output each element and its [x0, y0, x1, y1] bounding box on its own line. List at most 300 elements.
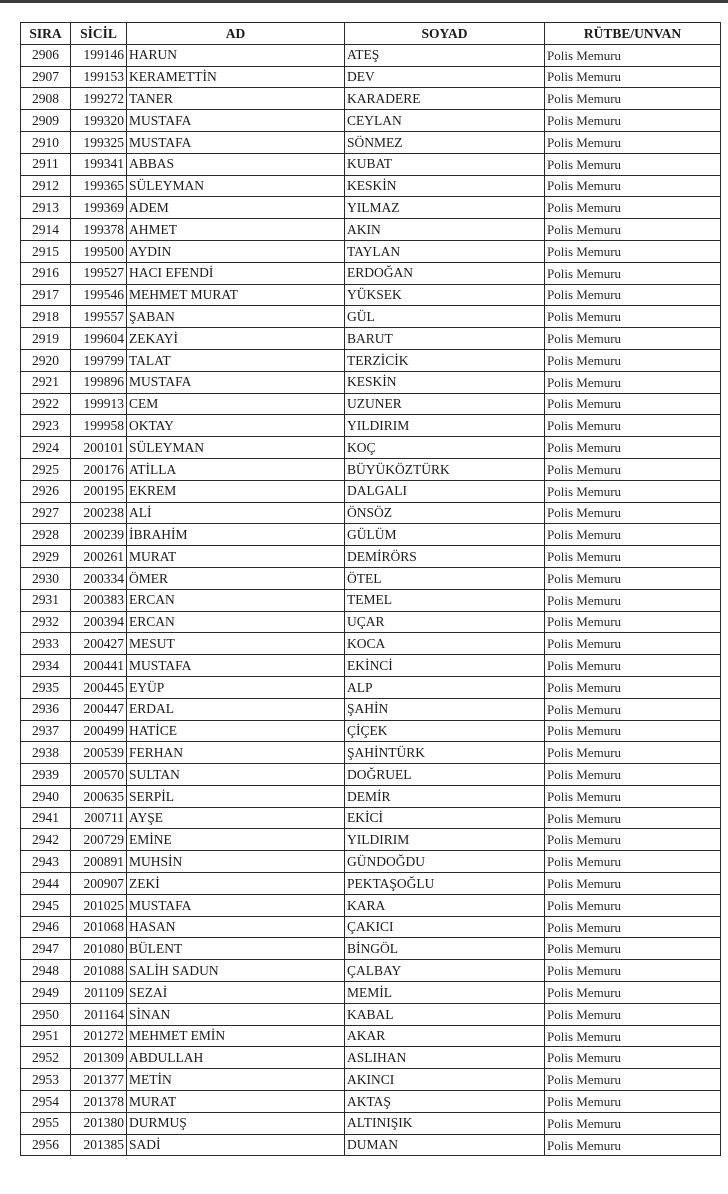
cell-sira: 2912 — [21, 175, 71, 197]
cell-ad: MESUT — [127, 633, 345, 655]
cell-sicil: 200176 — [71, 458, 127, 480]
cell-sicil: 201109 — [71, 982, 127, 1004]
table-row — [21, 589, 721, 611]
cell-ad: MEHMET EMİN — [127, 1025, 345, 1047]
cell-ad: OKTAY — [127, 415, 345, 437]
cell-rutbe: Polis Memuru — [545, 938, 721, 960]
cell-sira: 2950 — [21, 1003, 71, 1025]
cell-rutbe: Polis Memuru — [545, 567, 721, 589]
cell-soyad: DALGALI — [345, 480, 545, 502]
cell-sira: 2945 — [21, 894, 71, 916]
cell-ad: HASAN — [127, 916, 345, 938]
cell-rutbe: Polis Memuru — [545, 676, 721, 698]
cell-soyad: ALTINIŞIK — [345, 1112, 545, 1134]
cell-ad: SÜLEYMAN — [127, 437, 345, 459]
cell-sira: 2927 — [21, 502, 71, 524]
cell-ad: ABDULLAH — [127, 1047, 345, 1069]
cell-sira: 2910 — [21, 131, 71, 153]
cell-rutbe: Polis Memuru — [545, 131, 721, 153]
cell-soyad: KESKİN — [345, 371, 545, 393]
cell-soyad: DEMİR — [345, 785, 545, 807]
cell-ad: MUSTAFA — [127, 894, 345, 916]
cell-sira: 2954 — [21, 1091, 71, 1113]
cell-sicil: 200383 — [71, 589, 127, 611]
personnel-table — [20, 22, 721, 1156]
table-row — [21, 284, 721, 306]
cell-sira: 2946 — [21, 916, 71, 938]
cell-soyad: KARADERE — [345, 88, 545, 110]
table-row — [21, 567, 721, 589]
table-row — [21, 546, 721, 568]
cell-rutbe: Polis Memuru — [545, 393, 721, 415]
cell-soyad: ATEŞ — [345, 44, 545, 66]
cell-sicil: 200907 — [71, 873, 127, 895]
cell-ad: ABBAS — [127, 153, 345, 175]
table-row — [21, 415, 721, 437]
table-row — [21, 982, 721, 1004]
cell-soyad: EKİNCİ — [345, 655, 545, 677]
table-row — [21, 328, 721, 350]
table-row — [21, 764, 721, 786]
cell-sira: 2944 — [21, 873, 71, 895]
cell-sicil: 199325 — [71, 131, 127, 153]
cell-sicil: 200441 — [71, 655, 127, 677]
table-row — [21, 219, 721, 241]
cell-sira: 2939 — [21, 764, 71, 786]
header-sira: SIRA — [21, 23, 71, 45]
cell-rutbe: Polis Memuru — [545, 807, 721, 829]
cell-sira: 2913 — [21, 197, 71, 219]
cell-rutbe: Polis Memuru — [545, 284, 721, 306]
cell-soyad: TEMEL — [345, 589, 545, 611]
cell-soyad: GÜLÜM — [345, 524, 545, 546]
cell-sira: 2926 — [21, 480, 71, 502]
cell-rutbe: Polis Memuru — [545, 916, 721, 938]
cell-soyad: YILDIRIM — [345, 829, 545, 851]
cell-sicil: 200570 — [71, 764, 127, 786]
table-row — [21, 873, 721, 895]
cell-soyad: CEYLAN — [345, 110, 545, 132]
cell-ad: HACI EFENDİ — [127, 262, 345, 284]
cell-sicil: 199958 — [71, 415, 127, 437]
cell-ad: SULTAN — [127, 764, 345, 786]
cell-sira: 2953 — [21, 1069, 71, 1091]
cell-rutbe: Polis Memuru — [545, 306, 721, 328]
table-row — [21, 88, 721, 110]
cell-rutbe: Polis Memuru — [545, 785, 721, 807]
table-header-row — [21, 23, 721, 45]
cell-ad: MUSTAFA — [127, 131, 345, 153]
cell-sicil: 201380 — [71, 1112, 127, 1134]
cell-sira: 2907 — [21, 66, 71, 88]
cell-sira: 2941 — [21, 807, 71, 829]
cell-sira: 2938 — [21, 742, 71, 764]
cell-sira: 2914 — [21, 219, 71, 241]
cell-soyad: AKIN — [345, 219, 545, 241]
cell-rutbe: Polis Memuru — [545, 1025, 721, 1047]
table-row — [21, 676, 721, 698]
cell-sicil: 200101 — [71, 437, 127, 459]
cell-rutbe: Polis Memuru — [545, 546, 721, 568]
cell-soyad: ÇİÇEK — [345, 720, 545, 742]
cell-soyad: YÜKSEK — [345, 284, 545, 306]
table-row — [21, 1134, 721, 1156]
cell-rutbe: Polis Memuru — [545, 655, 721, 677]
table-row — [21, 1091, 721, 1113]
cell-sira: 2908 — [21, 88, 71, 110]
cell-rutbe: Polis Memuru — [545, 415, 721, 437]
cell-soyad: KESKİN — [345, 175, 545, 197]
cell-soyad: UÇAR — [345, 611, 545, 633]
cell-soyad: KABAL — [345, 1003, 545, 1025]
cell-ad: MUSTAFA — [127, 110, 345, 132]
cell-sira: 2937 — [21, 720, 71, 742]
cell-sicil: 200427 — [71, 633, 127, 655]
table-row — [21, 393, 721, 415]
cell-sicil: 199272 — [71, 88, 127, 110]
cell-ad: EKREM — [127, 480, 345, 502]
cell-rutbe: Polis Memuru — [545, 349, 721, 371]
table-row — [21, 829, 721, 851]
table-row — [21, 175, 721, 197]
cell-ad: AHMET — [127, 219, 345, 241]
cell-soyad: YILMAZ — [345, 197, 545, 219]
cell-sicil: 201080 — [71, 938, 127, 960]
cell-sira: 2947 — [21, 938, 71, 960]
cell-ad: SEZAİ — [127, 982, 345, 1004]
table-row — [21, 197, 721, 219]
cell-ad: ŞABAN — [127, 306, 345, 328]
cell-sicil: 199557 — [71, 306, 127, 328]
cell-ad: ÖMER — [127, 567, 345, 589]
cell-sira: 2956 — [21, 1134, 71, 1156]
cell-rutbe: Polis Memuru — [545, 524, 721, 546]
cell-sira: 2940 — [21, 785, 71, 807]
cell-rutbe: Polis Memuru — [545, 764, 721, 786]
cell-rutbe: Polis Memuru — [545, 153, 721, 175]
cell-soyad: DEMİRÖRS — [345, 546, 545, 568]
cell-sira: 2915 — [21, 240, 71, 262]
cell-rutbe: Polis Memuru — [545, 720, 721, 742]
cell-soyad: KUBAT — [345, 153, 545, 175]
top-border-bar — [0, 0, 728, 3]
table-row — [21, 1047, 721, 1069]
table-row — [21, 437, 721, 459]
cell-rutbe: Polis Memuru — [545, 110, 721, 132]
table-row — [21, 611, 721, 633]
cell-sira: 2955 — [21, 1112, 71, 1134]
table-row — [21, 894, 721, 916]
table-row — [21, 1069, 721, 1091]
cell-rutbe: Polis Memuru — [545, 1047, 721, 1069]
cell-ad: ERCAN — [127, 589, 345, 611]
cell-sicil: 199320 — [71, 110, 127, 132]
table-row — [21, 44, 721, 66]
cell-sira: 2932 — [21, 611, 71, 633]
cell-rutbe: Polis Memuru — [545, 371, 721, 393]
cell-rutbe: Polis Memuru — [545, 633, 721, 655]
cell-ad: AYŞE — [127, 807, 345, 829]
cell-rutbe: Polis Memuru — [545, 1112, 721, 1134]
cell-rutbe: Polis Memuru — [545, 458, 721, 480]
cell-soyad: DOĞRUEL — [345, 764, 545, 786]
table-row — [21, 458, 721, 480]
cell-sicil: 200261 — [71, 546, 127, 568]
cell-sira: 2924 — [21, 437, 71, 459]
cell-rutbe: Polis Memuru — [545, 611, 721, 633]
cell-rutbe: Polis Memuru — [545, 1091, 721, 1113]
cell-sira: 2931 — [21, 589, 71, 611]
cell-sira: 2919 — [21, 328, 71, 350]
cell-soyad: GÜL — [345, 306, 545, 328]
cell-sicil: 199500 — [71, 240, 127, 262]
cell-sicil: 200447 — [71, 698, 127, 720]
table-row — [21, 807, 721, 829]
cell-ad: HARUN — [127, 44, 345, 66]
cell-rutbe: Polis Memuru — [545, 1134, 721, 1156]
cell-soyad: BİNGÖL — [345, 938, 545, 960]
cell-ad: ADEM — [127, 197, 345, 219]
cell-sira: 2906 — [21, 44, 71, 66]
cell-rutbe: Polis Memuru — [545, 589, 721, 611]
table-row — [21, 306, 721, 328]
cell-sira: 2916 — [21, 262, 71, 284]
cell-ad: ZEKAYİ — [127, 328, 345, 350]
cell-ad: KERAMETTİN — [127, 66, 345, 88]
cell-ad: SALİH SADUN — [127, 960, 345, 982]
cell-sira: 2929 — [21, 546, 71, 568]
cell-sira: 2922 — [21, 393, 71, 415]
cell-ad: MURAT — [127, 1091, 345, 1113]
cell-ad: ZEKİ — [127, 873, 345, 895]
table-row — [21, 785, 721, 807]
cell-ad: SÜLEYMAN — [127, 175, 345, 197]
table-row — [21, 153, 721, 175]
cell-soyad: TAYLAN — [345, 240, 545, 262]
cell-soyad: MEMİL — [345, 982, 545, 1004]
table-row — [21, 938, 721, 960]
cell-ad: ERCAN — [127, 611, 345, 633]
cell-soyad: AKINCI — [345, 1069, 545, 1091]
cell-sira: 2942 — [21, 829, 71, 851]
cell-sira: 2921 — [21, 371, 71, 393]
table-row — [21, 524, 721, 546]
table-row — [21, 66, 721, 88]
cell-sicil: 200635 — [71, 785, 127, 807]
cell-ad: EYÜP — [127, 676, 345, 698]
cell-sicil: 201378 — [71, 1091, 127, 1113]
cell-soyad: TERZİCİK — [345, 349, 545, 371]
table-row — [21, 480, 721, 502]
cell-soyad: ASLIHAN — [345, 1047, 545, 1069]
cell-sicil: 200891 — [71, 851, 127, 873]
table-body — [21, 44, 721, 1156]
cell-soyad: KARA — [345, 894, 545, 916]
cell-ad: BÜLENT — [127, 938, 345, 960]
table-row — [21, 633, 721, 655]
cell-sicil: 199913 — [71, 393, 127, 415]
cell-ad: MURAT — [127, 546, 345, 568]
cell-rutbe: Polis Memuru — [545, 219, 721, 241]
cell-soyad: ÖNSÖZ — [345, 502, 545, 524]
cell-sicil: 201272 — [71, 1025, 127, 1047]
cell-sicil: 200394 — [71, 611, 127, 633]
cell-rutbe: Polis Memuru — [545, 240, 721, 262]
cell-sicil: 199527 — [71, 262, 127, 284]
cell-sicil: 201309 — [71, 1047, 127, 1069]
cell-ad: SADİ — [127, 1134, 345, 1156]
cell-sira: 2943 — [21, 851, 71, 873]
cell-sicil: 200729 — [71, 829, 127, 851]
table-row — [21, 916, 721, 938]
cell-soyad: KOCA — [345, 633, 545, 655]
cell-ad: EMİNE — [127, 829, 345, 851]
cell-sicil: 201164 — [71, 1003, 127, 1025]
cell-rutbe: Polis Memuru — [545, 1003, 721, 1025]
cell-sicil: 199341 — [71, 153, 127, 175]
cell-rutbe: Polis Memuru — [545, 328, 721, 350]
cell-sicil: 199378 — [71, 219, 127, 241]
cell-soyad: ERDOĞAN — [345, 262, 545, 284]
cell-soyad: PEKTAŞOĞLU — [345, 873, 545, 895]
cell-sicil: 199546 — [71, 284, 127, 306]
table-row — [21, 851, 721, 873]
cell-soyad: AKAR — [345, 1025, 545, 1047]
cell-ad: ALİ — [127, 502, 345, 524]
table-row — [21, 110, 721, 132]
cell-sicil: 199604 — [71, 328, 127, 350]
cell-rutbe: Polis Memuru — [545, 894, 721, 916]
cell-soyad: ALP — [345, 676, 545, 698]
cell-ad: CEM — [127, 393, 345, 415]
cell-ad: DURMUŞ — [127, 1112, 345, 1134]
cell-sicil: 199369 — [71, 197, 127, 219]
cell-ad: SERPİL — [127, 785, 345, 807]
cell-rutbe: Polis Memuru — [545, 480, 721, 502]
cell-ad: HATİCE — [127, 720, 345, 742]
cell-ad: FERHAN — [127, 742, 345, 764]
cell-rutbe: Polis Memuru — [545, 437, 721, 459]
cell-ad: SİNAN — [127, 1003, 345, 1025]
cell-sicil: 200539 — [71, 742, 127, 764]
cell-sira: 2948 — [21, 960, 71, 982]
cell-soyad: AKTAŞ — [345, 1091, 545, 1113]
table-row — [21, 960, 721, 982]
cell-ad: TALAT — [127, 349, 345, 371]
cell-soyad: YILDIRIM — [345, 415, 545, 437]
cell-rutbe: Polis Memuru — [545, 851, 721, 873]
cell-sira: 2911 — [21, 153, 71, 175]
cell-sicil: 199146 — [71, 44, 127, 66]
table-row — [21, 655, 721, 677]
cell-soyad: ÖTEL — [345, 567, 545, 589]
cell-sira: 2917 — [21, 284, 71, 306]
cell-rutbe: Polis Memuru — [545, 44, 721, 66]
cell-sira: 2928 — [21, 524, 71, 546]
table-row — [21, 698, 721, 720]
cell-rutbe: Polis Memuru — [545, 66, 721, 88]
cell-sira: 2909 — [21, 110, 71, 132]
table-row — [21, 720, 721, 742]
cell-sira: 2949 — [21, 982, 71, 1004]
header-soyad: SOYAD — [345, 23, 545, 45]
cell-soyad: GÜNDOĞDU — [345, 851, 545, 873]
cell-ad: ERDAL — [127, 698, 345, 720]
cell-sira: 2934 — [21, 655, 71, 677]
cell-soyad: KOÇ — [345, 437, 545, 459]
cell-sira: 2951 — [21, 1025, 71, 1047]
cell-sicil: 201025 — [71, 894, 127, 916]
cell-soyad: DUMAN — [345, 1134, 545, 1156]
cell-sicil: 200238 — [71, 502, 127, 524]
cell-ad: TANER — [127, 88, 345, 110]
cell-sicil: 201385 — [71, 1134, 127, 1156]
cell-soyad: EKİCİ — [345, 807, 545, 829]
cell-sira: 2923 — [21, 415, 71, 437]
table-row — [21, 742, 721, 764]
cell-sira: 2925 — [21, 458, 71, 480]
table-row — [21, 1025, 721, 1047]
cell-sicil: 200445 — [71, 676, 127, 698]
cell-rutbe: Polis Memuru — [545, 742, 721, 764]
cell-sira: 2920 — [21, 349, 71, 371]
cell-sicil: 201377 — [71, 1069, 127, 1091]
header-sicil: SİCİL — [71, 23, 127, 45]
cell-sira: 2933 — [21, 633, 71, 655]
header-ad: AD — [127, 23, 345, 45]
cell-sira: 2935 — [21, 676, 71, 698]
cell-sira: 2936 — [21, 698, 71, 720]
cell-sicil: 199896 — [71, 371, 127, 393]
cell-soyad: UZUNER — [345, 393, 545, 415]
cell-rutbe: Polis Memuru — [545, 960, 721, 982]
cell-sicil: 201088 — [71, 960, 127, 982]
cell-soyad: ÇALBAY — [345, 960, 545, 982]
cell-sira: 2918 — [21, 306, 71, 328]
cell-sicil: 199153 — [71, 66, 127, 88]
cell-soyad: BARUT — [345, 328, 545, 350]
cell-soyad: ŞAHİN — [345, 698, 545, 720]
cell-ad: AYDIN — [127, 240, 345, 262]
table-row — [21, 349, 721, 371]
cell-ad: ATİLLA — [127, 458, 345, 480]
table-row — [21, 240, 721, 262]
cell-rutbe: Polis Memuru — [545, 197, 721, 219]
cell-sicil: 200334 — [71, 567, 127, 589]
cell-sicil: 201068 — [71, 916, 127, 938]
cell-sira: 2930 — [21, 567, 71, 589]
cell-rutbe: Polis Memuru — [545, 262, 721, 284]
cell-ad: METİN — [127, 1069, 345, 1091]
cell-sicil: 200195 — [71, 480, 127, 502]
cell-sicil: 200239 — [71, 524, 127, 546]
cell-sira: 2952 — [21, 1047, 71, 1069]
cell-soyad: BÜYÜKÖZTÜRK — [345, 458, 545, 480]
cell-rutbe: Polis Memuru — [545, 175, 721, 197]
cell-rutbe: Polis Memuru — [545, 502, 721, 524]
cell-rutbe: Polis Memuru — [545, 982, 721, 1004]
cell-soyad: SÖNMEZ — [345, 131, 545, 153]
cell-sicil: 200499 — [71, 720, 127, 742]
cell-rutbe: Polis Memuru — [545, 88, 721, 110]
table-row — [21, 371, 721, 393]
cell-sicil: 199365 — [71, 175, 127, 197]
cell-soyad: ŞAHİNTÜRK — [345, 742, 545, 764]
cell-sicil: 199799 — [71, 349, 127, 371]
table-row — [21, 262, 721, 284]
header-rutbe: RÜTBE/UNVAN — [545, 23, 721, 45]
cell-ad: İBRAHİM — [127, 524, 345, 546]
